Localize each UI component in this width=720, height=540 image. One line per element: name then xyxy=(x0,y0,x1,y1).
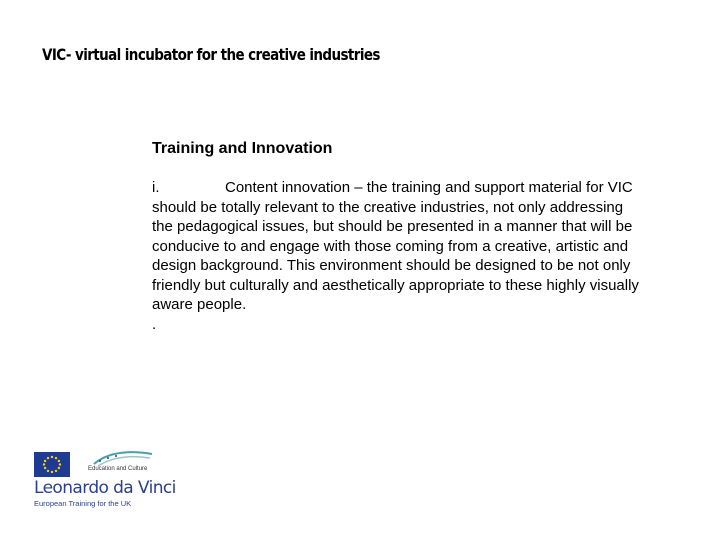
header-title: VIC- virtual incubator for the creative industries xyxy=(42,46,380,65)
item-number: i. xyxy=(152,179,160,196)
program-name: Leonardo da Vinci xyxy=(34,478,176,498)
eu-flag-icon xyxy=(34,452,70,477)
content-block xyxy=(152,140,642,334)
section-title: Training and Innovation xyxy=(152,140,333,157)
leonardo-da-vinci-logo xyxy=(32,448,176,510)
item-text: Content innovation – the training and support material for VIC should be totally relevant to the creative industries, not only addressing the pedagogical issues, but should be presented in a manner that will be conducive to and engage with those coming from a creative, artistic and design background. This environment should be designed to be not only friendly but culturally and aesthetically appropriate to these highly visually aware people. xyxy=(152,179,639,313)
content-paragraph xyxy=(152,178,642,315)
education-culture-label: Education and Culture xyxy=(88,466,148,472)
program-subtitle: European Training for the UK xyxy=(34,499,132,508)
trailing-mark: . xyxy=(152,315,157,333)
